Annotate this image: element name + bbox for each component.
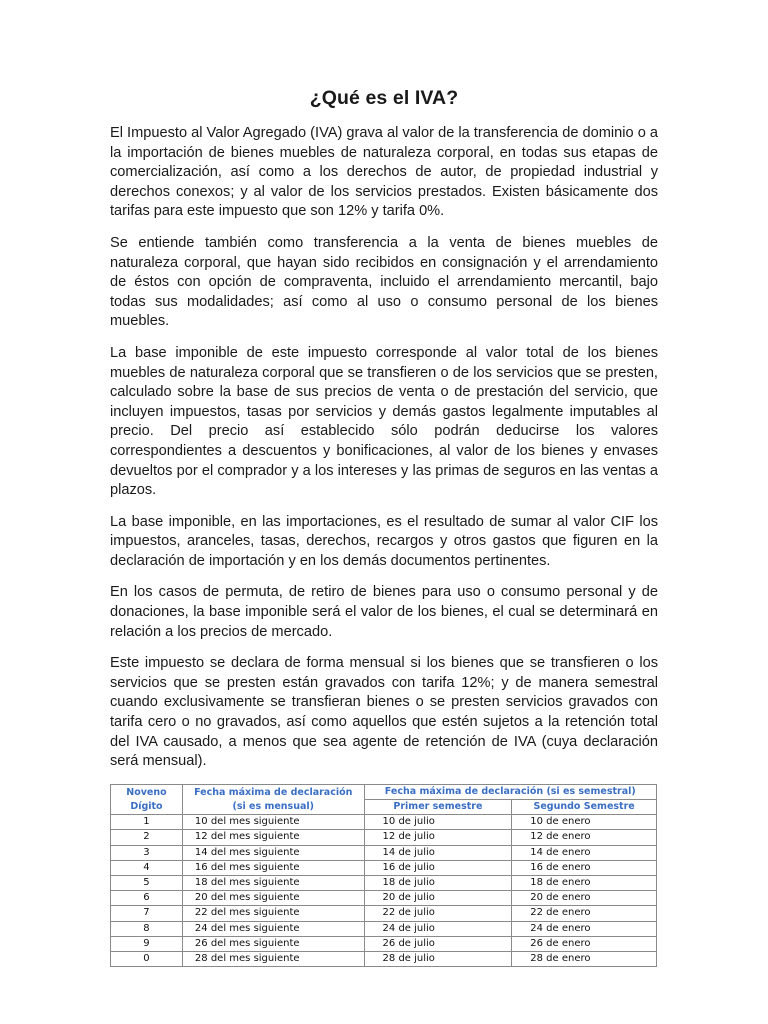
paragraph-taxable-base: La base imponible de este impuesto corresponde al valor total de los bienes muebles de naturaleza corporal que se transfieren o de los servicios que se presten, calculado sobre la base de sus precios de venta o de prestación del servicio, que incluyen impuestos, tasas por servicios y demás gastos legalmente imputables al precio. Del precio así establecido sólo podrán deducirse los valores correspondientes a descuentos y bonificaciones, al valor de los bienes y envases devueltos por el comprador y a los intereses y las primas de seguros en las ventas a plazos.	[110, 344, 658, 499]
cell-monthly-deadline: 16 del mes siguiente	[182, 860, 364, 875]
cell-first-semester: 14 de julio	[364, 845, 512, 860]
cell-second-semester: 12 de enero	[512, 830, 657, 845]
header-monthly-line2: (si es mensual)	[232, 800, 314, 812]
cell-digit: 2	[111, 830, 183, 845]
cell-second-semester: 22 de enero	[512, 906, 657, 921]
cell-second-semester: 14 de enero	[512, 845, 657, 860]
cell-first-semester: 26 de julio	[364, 936, 512, 951]
cell-digit: 0	[111, 951, 183, 966]
cell-first-semester: 24 de julio	[364, 921, 512, 936]
cell-monthly-deadline: 12 del mes siguiente	[182, 830, 364, 845]
cell-second-semester: 10 de enero	[512, 815, 657, 830]
table-row	[111, 830, 657, 845]
cell-second-semester: 28 de enero	[512, 951, 657, 966]
cell-monthly-deadline: 28 del mes siguiente	[182, 951, 364, 966]
cell-monthly-deadline: 24 del mes siguiente	[182, 921, 364, 936]
cell-digit: 9	[111, 936, 183, 951]
cell-digit: 6	[111, 891, 183, 906]
cell-first-semester: 28 de julio	[364, 951, 512, 966]
cell-second-semester: 18 de enero	[512, 875, 657, 890]
header-first-semester: Primer semestre	[364, 800, 512, 815]
table-row	[111, 921, 657, 936]
cell-second-semester: 26 de enero	[512, 936, 657, 951]
paragraph-barter-base: En los casos de permuta, de retiro de bienes para uso o consumo personal y de donaciones, la base imponible será el valor de los bienes, el cual se determinará en relación a los precios de mercado.	[110, 584, 658, 640]
table-row	[111, 951, 657, 966]
cell-second-semester: 20 de enero	[512, 891, 657, 906]
cell-monthly-deadline: 26 del mes siguiente	[182, 936, 364, 951]
cell-monthly-deadline: 18 del mes siguiente	[182, 875, 364, 890]
table-row	[111, 815, 657, 830]
cell-digit: 7	[111, 906, 183, 921]
cell-first-semester: 16 de julio	[364, 860, 512, 875]
table-row	[111, 875, 657, 890]
header-monthly-line1: Fecha máxima de declaración	[194, 786, 353, 798]
header-second-semester: Segundo Semestre	[512, 800, 657, 815]
cell-digit: 4	[111, 860, 183, 875]
table-row	[111, 906, 657, 921]
cell-monthly-deadline: 10 del mes siguiente	[182, 815, 364, 830]
cell-monthly-deadline: 20 del mes siguiente	[182, 891, 364, 906]
cell-first-semester: 20 de julio	[364, 891, 512, 906]
page-title: ¿Qué es el IVA?	[309, 87, 459, 109]
deadline-table	[110, 784, 657, 967]
cell-first-semester: 18 de julio	[364, 875, 512, 890]
table-row	[111, 936, 657, 951]
cell-digit: 1	[111, 815, 183, 830]
cell-second-semester: 16 de enero	[512, 860, 657, 875]
table-body	[111, 815, 657, 967]
table-row	[111, 845, 657, 860]
cell-first-semester: 22 de julio	[364, 906, 512, 921]
cell-digit: 3	[111, 845, 183, 860]
cell-first-semester: 12 de julio	[364, 830, 512, 845]
cell-monthly-deadline: 14 del mes siguiente	[182, 845, 364, 860]
header-monthly-deadline	[182, 784, 364, 814]
cell-digit: 5	[111, 875, 183, 890]
deadline-table-container	[110, 784, 658, 967]
paragraph-transfer-definition: Se entiende también como transferencia a la venta de bienes muebles de naturaleza corporal, que hayan sido recibidos en consignación y el arrendamiento de éstos con opción de compraventa, incluido el arrendamiento mercantil, bajo todas sus modalidades; así como al uso o consumo personal de los bienes muebles.	[110, 234, 658, 330]
paragraph-declaration-frequency: Este impuesto se declara de forma mensual si los bienes que se transfieren o los servicios que se presten están gravados con tarifa 12%; y de manera semestral cuando exclusivamente se transfieran bienes o se presten servicios gravados con tarifa cero o no gravados, así como aquellos que estén sujetos a la retención total del IVA causado, a menos que sea agente de retención de IVA (cuya declaración será mensual).	[110, 655, 658, 770]
paragraph-imports-base: La base imponible, en las importaciones, es el resultado de sumar al valor CIF los impuestos, aranceles, tasas, derechos, recargos y otros gastos que figuren en la declaración de importación y en los demás documentos pertinentes.	[110, 513, 658, 569]
cell-first-semester: 10 de julio	[364, 815, 512, 830]
document-page	[110, 86, 658, 967]
header-semester-deadline: Fecha máxima de declaración (si es semestral)	[364, 784, 656, 799]
table-row	[111, 891, 657, 906]
cell-monthly-deadline: 22 del mes siguiente	[182, 906, 364, 921]
table-header-row	[111, 784, 657, 799]
cell-digit: 8	[111, 921, 183, 936]
table-row	[111, 860, 657, 875]
paragraph-iva-definition: El Impuesto al Valor Agregado (IVA) grava al valor de la transferencia de dominio o a la importación de bienes muebles de naturaleza corporal, en todas sus etapas de comercialización, así como a los derechos de autor, de propiedad industrial y derechos conexos; y al valor de los servicios prestados. Existen básicamente dos tarifas para este impuesto que son 12% y tarifa 0%.	[110, 125, 658, 220]
cell-second-semester: 24 de enero	[512, 921, 657, 936]
header-ninth-digit: Noveno Dígito	[111, 784, 183, 814]
